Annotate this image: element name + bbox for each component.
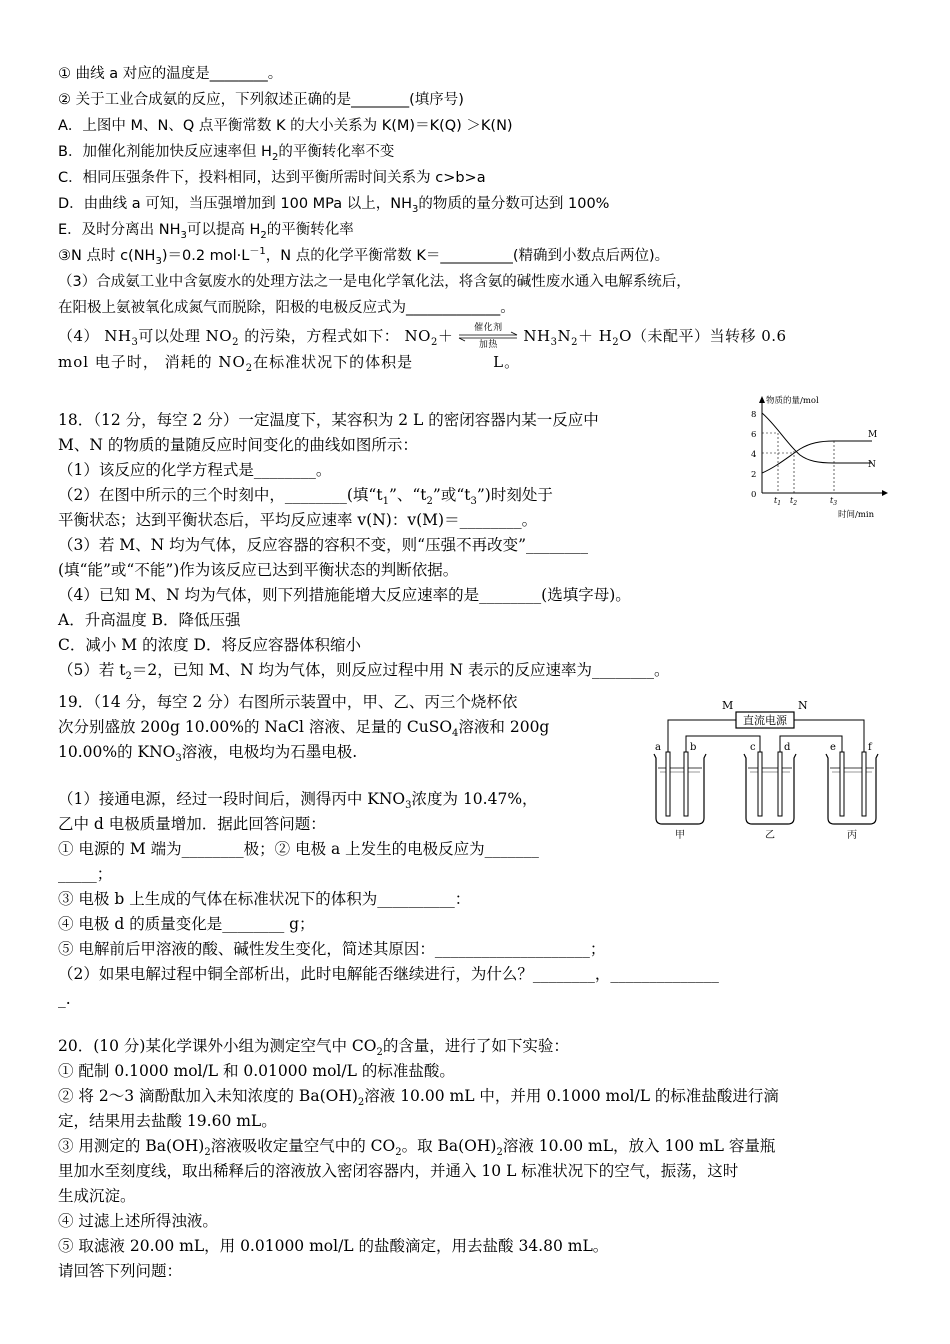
power-n-label: N xyxy=(798,699,808,712)
q18-line-4: （2）在图中所示的三个时刻中，________(填“$t_1$”、“$t_2$”或“$t_3$”)时刻处于 xyxy=(58,486,553,508)
y-tick-4: 4 xyxy=(751,450,757,460)
electrode-f-label: f xyxy=(868,742,872,753)
curve-m xyxy=(762,441,872,473)
q17-option-c: C．相同压强条件下，投料相同，达到平衡所需时间关系为 c>b>a xyxy=(58,170,486,186)
curve-n-label: N xyxy=(868,460,876,470)
q20-line-7: 生成沉淀。 xyxy=(58,1187,136,1205)
beaker-yi-label: 乙 xyxy=(765,830,775,841)
reaction-arrow: 催化剂 加热 xyxy=(457,325,519,349)
x-tick-t2: $t_2$ xyxy=(790,496,798,507)
electrode-e-label: e xyxy=(830,742,836,753)
q18-amount-time-figure xyxy=(742,393,892,523)
q19-line-11: （2）如果电解过程中铜全部析出，此时电解能否继续进行，为什么？________，______________ xyxy=(58,965,719,983)
beaker-bing xyxy=(826,752,878,824)
q19-line-6: ① 电源的 M 端为________极；② 电极 a 上发生的电极反应为_______ xyxy=(58,840,539,858)
q19-line-9: ④ 电极 d 的质量变化是________ g； xyxy=(58,915,315,933)
q20-line-4: 定，结果用去盐酸 19.60 mL。 xyxy=(58,1112,277,1130)
y-tick-2: 2 xyxy=(751,470,757,480)
q18-line-6: （3）若 M、N 均为气体，反应容器的容积不变，则“压强不再改变”________ xyxy=(58,536,588,554)
q19-line-1: 19．（14 分，每空 2 分）右图所示装置中，甲、乙、丙三个烧杯依 xyxy=(58,693,518,711)
q19-line-12: _. xyxy=(58,990,71,1008)
q20-line-9: ⑤ 取滤液 20.00 mL，用 0.01000 mol/L 的盐酸滴定，用去盐酸 34.80 mL。 xyxy=(58,1237,609,1255)
q19-line-3: 10.00%的 $KNO_3$溶液，电极均为石墨电极. xyxy=(58,743,358,765)
q19-line-7: _____； xyxy=(58,865,113,883)
q19-line-4: （1）接通电源，经过一段时间后，测得丙中 $KNO_3$浓度为 10.47%， xyxy=(58,790,538,812)
q20-line-6: 里加水至刻度线，取出稀释后的溶液放入密闭容器内，并通入 10 L 标准状况下的空气，振荡，这时 xyxy=(58,1162,739,1180)
q18-line-11: （5）若 $t_2=2$，已知 M、N 均为气体，则反应过程中用 N 表示的反应速率为________。 xyxy=(58,661,670,683)
q20-line-3: ② 将 2～3 滴酚酞加入未知浓度的 $Ba(OH)_2$溶液 10.00 mL 中，并用 0.1000 mol/L 的标准盐酸进行滴 xyxy=(58,1087,779,1109)
power-m-label: M xyxy=(722,699,734,712)
electrode-a-label: a xyxy=(655,742,661,753)
q20-line-5: ③ 用测定的 $Ba(OH)_2$溶液吸收定量空气中的 $CO_2$。取 $Ba(OH)_2$溶液 10.00 mL，放入 100 mL 容量瓶 xyxy=(58,1137,776,1159)
q18-line-7: (填“能”或“不能”)作为该反应已达到平衡状态的判断依据。 xyxy=(58,561,459,579)
wire-b-to-c xyxy=(686,736,760,752)
q18-line-3: （1）该反应的化学方程式是________。 xyxy=(58,461,332,479)
curve-m-label: M xyxy=(868,430,878,440)
q20-line-2: ① 配制 0.1000 mol/L 和 0.01000 mol/L 的标准盐酸。 xyxy=(58,1062,455,1080)
y-axis-arrow-icon xyxy=(759,396,765,403)
q19-line-5: 乙中 d 电极质量增加．据此回答问题： xyxy=(58,815,326,833)
beaker-jia xyxy=(654,752,706,824)
q17-option-a: A．上图中 M、N、Q 点平衡常数 K 的大小关系为 K(M)＝K(Q) ＞K(N) xyxy=(58,118,513,134)
q18-line-2: M、N 的物质的量随反应时间变化的曲线如图所示： xyxy=(58,436,418,454)
q17-line-3: ③N 点时 $c(NH_3)=0.2$ $mol\cdot L^{-1}$，N 点的化学平衡常数 K＝__________(精确到小数点后两位)。 xyxy=(58,246,670,267)
q18-option-cd: C．减小 M 的浓度 D．将反应容器体积缩小 xyxy=(58,636,361,654)
q17-option-e: E．及时分离出 $NH_3$可以提高 $H_2$的平衡转化率 xyxy=(58,222,354,241)
q17-part4-line-2: mol 电子时， 消耗的 $NO_2$在标准状况下的体积是 L。 xyxy=(58,353,521,374)
beaker-bing-label: 丙 xyxy=(847,830,857,841)
q17-part4-line-1: （4） $NH_3$可以处理 $NO_2$ 的污染，方程式如下： $NO_2+$ 催化剂 加热 $NH_3N_2+ H_2O$（未配平）当转移 0.6 xyxy=(58,323,787,350)
q19-line-2: 次分别盛放 200g 10.00%的 NaCl 溶液、足量的 CuSO$_4$溶液和 200g xyxy=(58,718,550,740)
electrode-c-label: c xyxy=(750,742,756,753)
q18-line-8: （4）已知 M、N 均为气体，则下列措施能增大反应速率的是________(选填字母)。 xyxy=(58,586,631,604)
q17-part3-line-2: 在阳极上氨被氧化成氮气而脱除，阳极的电极反应式为_____________。 xyxy=(58,300,515,316)
y-tick-0: 0 xyxy=(751,490,757,500)
q20-line-10: 请回答下列问题： xyxy=(58,1262,183,1280)
q19-electrolysis-figure xyxy=(640,692,890,842)
q17-line-1: ① 曲线 a 对应的温度是________。 xyxy=(58,66,283,82)
q17-part3-line-1: （3）合成氨工业中含氨废水的处理方法之一是电化学氧化法，将含氨的碱性废水通入电解系统后， xyxy=(58,274,691,290)
dc-power-label: 直流电源 xyxy=(743,714,787,727)
curve-n xyxy=(762,413,872,463)
q18-line-5: 平衡状态；达到平衡状态后，平均反应速率 v(N)：v(M)＝________。 xyxy=(58,511,538,529)
beaker-yi xyxy=(744,752,796,824)
y-tick-6: 6 xyxy=(751,430,757,440)
beaker-jia-label: 甲 xyxy=(675,830,685,841)
q18-option-ab: A．升高温度 B．降低压强 xyxy=(58,611,241,629)
q20-line-1: 20．(10 分)某化学课外小组为测定空气中 $CO_2$的含量，进行了如下实验： xyxy=(58,1037,569,1059)
q17-option-d: D．由曲线 a 可知，当压强增加到 100 MPa 以上，$NH_3$的物质的量分数可达到 100% xyxy=(58,196,610,215)
y-tick-8: 8 xyxy=(751,410,757,420)
x-tick-t1: $t_1$ xyxy=(774,496,782,507)
y-axis-label: 物质的量/mol xyxy=(766,396,819,406)
q18-line-1: 18．（12 分，每空 2 分）一定温度下，某容积为 2 L 的密闭容器内某一反应中 xyxy=(58,411,599,429)
electrode-d-label: d xyxy=(784,742,791,753)
electrode-b-label: b xyxy=(690,742,697,753)
q20-line-8: ④ 过滤上述所得浊液。 xyxy=(58,1212,218,1230)
x-axis-label: 时间/min xyxy=(838,510,875,520)
q17-line-2: ② 关于工业合成氨的反应，下列叙述正确的是________(填序号) xyxy=(58,92,464,108)
q19-line-8: ③ 电极 b 上生成的气体在标准状况下的体积为__________： xyxy=(58,890,471,908)
x-tick-t3: $t_3$ xyxy=(830,496,838,507)
q19-line-10: ⑤ 电解前后甲溶液的酸、碱性发生变化，简述其原因：____________________； xyxy=(58,940,606,958)
q17-option-b: B．加催化剂能加快反应速率但 $H_2$的平衡转化率不变 xyxy=(58,144,395,163)
x-axis-arrow-icon xyxy=(882,490,888,496)
